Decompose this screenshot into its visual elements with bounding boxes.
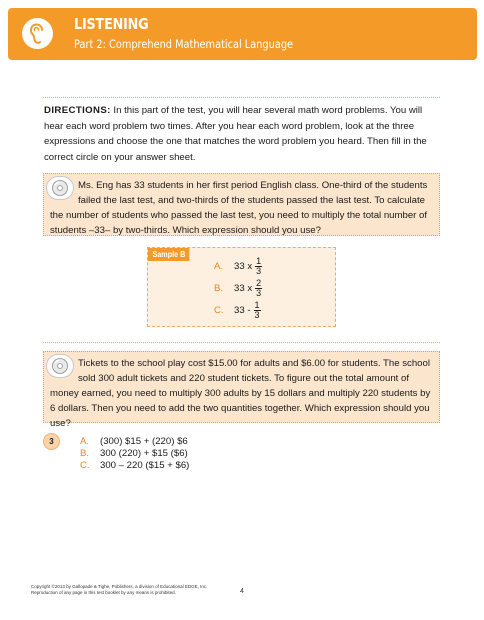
fraction-denominator: 3 — [254, 310, 260, 320]
divider — [43, 342, 440, 343]
question-prompt-text: Tickets to the school play cost $15.00 for adults and $6.00 for students. The school sold 300 adult tickets and 220 student tickets. To figure out the total amount of money earned, you need to multiply 300 adults by 15 dollars and multiply 220 students by 6 dollars. Then you need to add the two quantities together. Which expression should you use? — [50, 358, 431, 429]
choice-text: 300 – 220 ($15 + $6) — [100, 460, 190, 471]
answer-choice-a[interactable] — [80, 436, 188, 447]
question-number-badge: 3 — [43, 433, 60, 450]
page-title: LISTENING — [74, 15, 149, 33]
ear-icon — [22, 18, 53, 49]
fraction-numerator: 2 — [256, 278, 262, 288]
fraction — [255, 279, 262, 298]
sample-choices-box — [147, 247, 336, 327]
answer-choice-c[interactable] — [80, 460, 189, 471]
fraction-numerator: 1 — [256, 256, 262, 266]
choice-expression: 33 x — [234, 261, 253, 272]
reproduction-notice: Reproduction of any page in this test booklet by any means is prohibited. — [31, 590, 176, 595]
answer-choice-b[interactable] — [80, 448, 188, 459]
choice-letter: B. — [80, 448, 90, 459]
choice-letter: A. — [214, 261, 224, 272]
fraction-numerator: 1 — [254, 300, 260, 310]
choice-letter: B. — [214, 283, 224, 294]
sample-prompt-box — [43, 173, 440, 236]
choice-text: 300 (220) + $15 ($6) — [100, 448, 188, 459]
directions-paragraph — [44, 103, 444, 165]
page-number: 4 — [240, 588, 244, 595]
divider — [43, 97, 440, 98]
fraction-denominator: 3 — [256, 288, 262, 298]
choice-expression: 33 x — [234, 283, 253, 294]
question-prompt-box — [43, 351, 440, 429]
choice-letter: C. — [214, 305, 224, 316]
sample-choice-c[interactable] — [214, 301, 261, 320]
section-header — [8, 8, 477, 60]
choice-text: (300) $15 + (220) $6 — [100, 436, 188, 447]
directions-text: In this part of the test, you will hear several math word problems. You will hear each word problem two times. After you hear each word problem, look at the three expressions and choose the one that matches the word problem you heard. Then fill in the correct circle on your answer sheet. — [44, 105, 427, 163]
choice-letter: A. — [80, 436, 90, 447]
page-subtitle: Part 2: Comprehend Mathematical Language — [74, 37, 294, 51]
choice-expression: 33 - — [234, 305, 251, 316]
footer-copyright — [31, 584, 221, 596]
sample-choice-b[interactable] — [214, 279, 262, 298]
fraction-denominator: 3 — [256, 266, 262, 276]
choice-letter: C. — [80, 460, 90, 471]
sample-prompt-text: Ms. Eng has 33 students in her first period English class. One-third of the students failed the last test, and two-thirds of the students passed the last test. To calculate the number of students who passed the last test, you need to multiply the total number of students –33– by two-thirds. Which expression should you use? — [50, 180, 428, 236]
sample-label: Sample B — [148, 248, 190, 261]
fraction — [254, 301, 261, 320]
directions-label: DIRECTIONS: — [44, 105, 111, 116]
copyright-line: Copyright ©2013 by Gallopade & Tighe, Publishers, a division of Educational EDGE, Inc. — [31, 584, 208, 589]
fraction — [255, 257, 262, 276]
sample-choice-a[interactable] — [214, 257, 262, 276]
